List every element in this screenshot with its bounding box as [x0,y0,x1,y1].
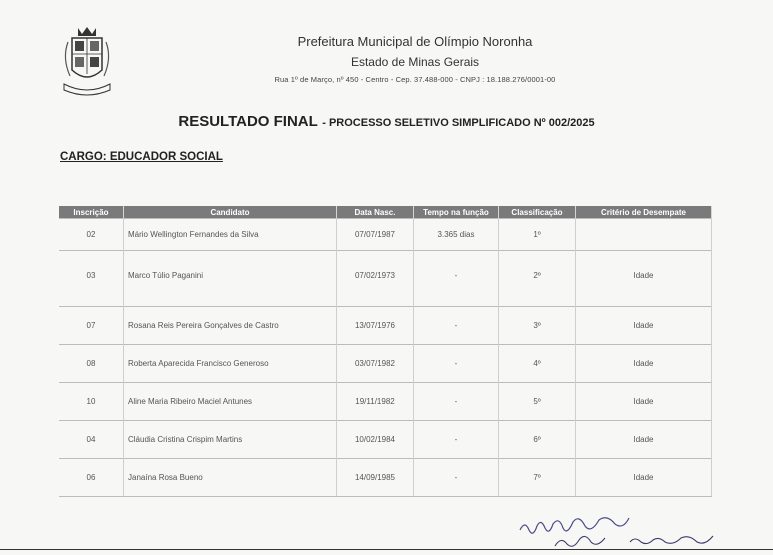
cell-data-nasc: 14/09/1985 [337,459,414,497]
table-row [59,421,712,459]
cell-criterio: Idade [576,251,712,307]
page-bottom-rule [0,549,773,550]
cell-classificacao: 1º [499,219,576,251]
cell-classificacao: 7º [499,459,576,497]
letterhead [200,32,630,84]
table-row [59,307,712,345]
cell-candidato: Mário Wellington Fernandes da Silva [124,219,337,251]
state-name: Estado de Minas Gerais [350,55,480,69]
cell-tempo: - [414,345,499,383]
results-table [59,206,712,497]
col-criterio-desempate: Critério de Desempate [576,206,712,219]
municipality-name: Prefeitura Municipal de Olímpio Noronha [297,34,533,49]
cell-classificacao: 6º [499,421,576,459]
table-row [59,219,712,251]
cell-classificacao: 3º [499,307,576,345]
cell-candidato: Cláudia Cristina Crispim Martins [124,421,337,459]
handwritten-signatures [515,512,725,552]
document-title [0,113,773,131]
cell-inscricao: 02 [59,219,124,251]
cell-tempo: - [414,383,499,421]
cell-data-nasc: 03/07/1982 [337,345,414,383]
cell-data-nasc: 10/02/1984 [337,421,414,459]
cell-candidato: Aline Maria Ribeiro Maciel Antunes [124,383,337,421]
address-line: Rua 1º de Março, nº 450 - Centro - Cep. 37.488-000 - CNPJ : 18.188.276/0001-00 [274,75,556,84]
cell-classificacao: 2º [499,251,576,307]
table-row [59,251,712,307]
cell-data-nasc: 13/07/1976 [337,307,414,345]
cell-criterio: Idade [576,307,712,345]
cell-classificacao: 4º [499,345,576,383]
cell-inscricao: 08 [59,345,124,383]
cell-data-nasc: 07/02/1973 [337,251,414,307]
cell-criterio: Idade [576,459,712,497]
cell-tempo: - [414,307,499,345]
col-tempo-funcao: Tempo na função [414,206,499,219]
table-row [59,345,712,383]
cell-classificacao: 5º [499,383,576,421]
cell-candidato: Roberta Aparecida Francisco Generoso [124,345,337,383]
col-inscricao: Inscrição [59,206,124,219]
cell-data-nasc: 07/07/1987 [337,219,414,251]
cell-data-nasc: 19/11/1982 [337,383,414,421]
cell-tempo: - [414,251,499,307]
cell-candidato: Marco Túlio Paganini [124,251,337,307]
cell-inscricao: 07 [59,307,124,345]
cell-criterio: Idade [576,383,712,421]
col-data-nasc: Data Nasc. [337,206,414,219]
col-classificacao: Classificação [499,206,576,219]
cell-inscricao: 04 [59,421,124,459]
title-sub: - PROCESSO SELETIVO SIMPLIFICADO Nº 002/2025 [322,117,595,129]
table-row [59,459,712,497]
cell-criterio: Idade [576,345,712,383]
cell-candidato: Janaína Rosa Bueno [124,459,337,497]
title-main: RESULTADO FINAL [178,113,318,130]
cell-tempo: - [414,421,499,459]
cell-candidato: Rosana Reis Pereira Gonçalves de Castro [124,307,337,345]
cell-inscricao: 03 [59,251,124,307]
municipal-crest-logo [60,24,114,100]
table-header-row [59,206,712,219]
cell-inscricao: 10 [59,383,124,421]
col-candidato: Candidato [124,206,337,219]
cell-criterio [576,219,712,251]
cell-criterio: Idade [576,421,712,459]
cell-tempo: 3.365 dias [414,219,499,251]
cell-inscricao: 06 [59,459,124,497]
table-row [59,383,712,421]
job-position: CARGO: EDUCADOR SOCIAL [60,151,223,163]
cell-tempo: - [414,459,499,497]
